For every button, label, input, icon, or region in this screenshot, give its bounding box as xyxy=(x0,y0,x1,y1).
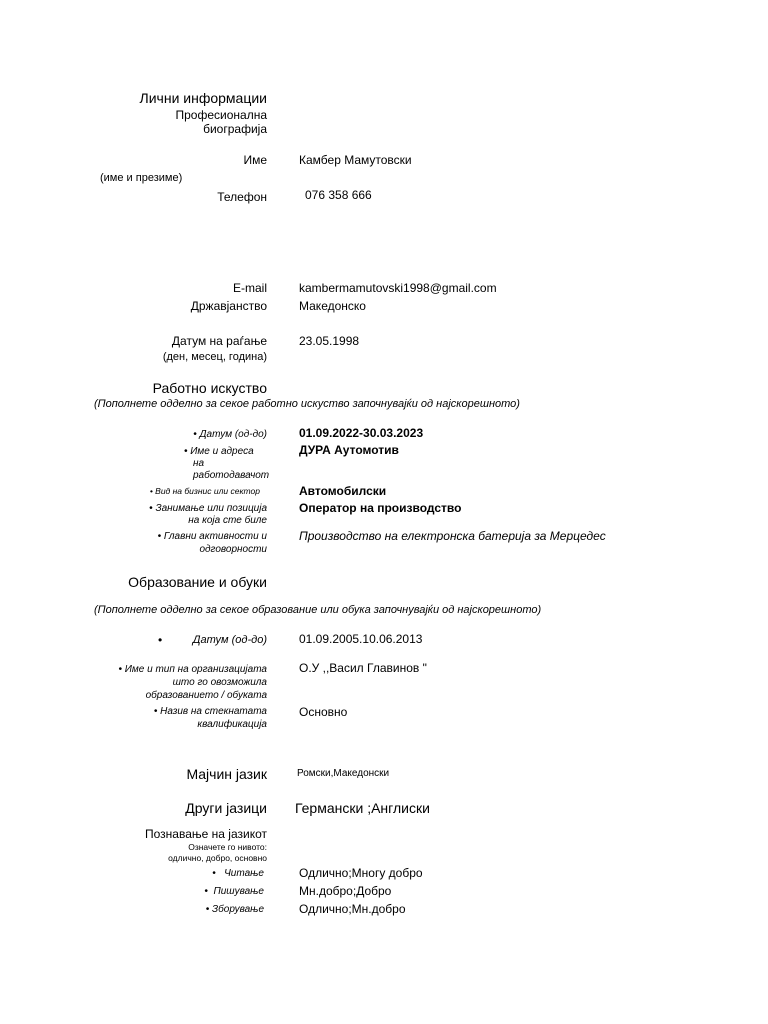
language-knowledge-label: Познавање на јазикот xyxy=(145,827,267,841)
education-note: (Пополнете одделно за секое образование или обука започнувајќи од најскорешното) xyxy=(94,604,542,616)
education-date-label: Датум (од-до) xyxy=(192,634,267,646)
bullet-icon: • xyxy=(204,886,214,897)
dob-hint: (ден, месец, година) xyxy=(162,351,267,363)
work-note: (Пополнете одделно за секое работно искуство започнувајќи од најскорешното) xyxy=(94,398,520,410)
citizenship-label: Државјанство xyxy=(190,299,267,313)
sector-value: Автомобилски xyxy=(299,484,387,498)
speaking-label: • Зборување xyxy=(205,904,264,915)
employer-label-line1: • Име и адреса xyxy=(184,446,254,457)
bullet-icon: • xyxy=(153,706,161,717)
dob-value: 23.05.1998 xyxy=(299,334,360,348)
work-date-value: 01.09.2022-30.03.2023 xyxy=(299,426,424,440)
bullet-icon: • xyxy=(149,503,156,514)
bullet-icon: • xyxy=(184,446,191,457)
org-label-line1: • Име и тип на организацијата xyxy=(118,664,267,675)
employer-label-line2: на xyxy=(193,458,205,469)
cv-subtitle-line1: Професионална xyxy=(175,108,267,122)
language-knowledge-hint-2: одлично, добро, основно xyxy=(168,853,267,863)
personal-section-title: Лични информации xyxy=(139,90,267,106)
mother-tongue-value: Ромски,Македонски xyxy=(297,768,390,779)
duties-value: Производство на електронска батерија за Мерцедес xyxy=(299,529,606,543)
sector-label: • Вид на бизнис или сектор xyxy=(149,486,260,496)
education-section-title: Образование и обуки xyxy=(128,574,267,590)
writing-value: Мн.добро;Добро xyxy=(299,884,392,898)
employer-label-line3: работодавачот xyxy=(193,470,270,481)
speaking-value: Одлично;Мн.добро xyxy=(299,902,406,916)
duties-label-line1: • Главни активности и xyxy=(157,531,267,542)
dob-label: Датум на раѓање xyxy=(171,334,267,348)
position-value: Оператор на производство xyxy=(299,501,462,515)
other-languages-value: Германски ;Англиски xyxy=(295,800,430,816)
org-label-line2: што го овозможила xyxy=(172,677,267,688)
reading-value: Одлично;Многу добро xyxy=(299,866,423,880)
bullet-icon: • xyxy=(212,868,225,879)
duties-label-line2: одговорности xyxy=(199,544,267,555)
qualification-label-line2: квалификација xyxy=(197,719,267,730)
name-label: Име xyxy=(243,153,267,167)
email-label: E-mail xyxy=(232,281,267,295)
bullet-icon: • xyxy=(157,531,164,542)
employer-value: ДУРА Аутомотив xyxy=(299,443,399,457)
other-languages-label: Други јазици xyxy=(185,800,267,816)
citizenship-value: Македонско xyxy=(299,299,366,313)
bullet-icon: • xyxy=(118,664,125,675)
writing-label: • Пишување xyxy=(204,886,264,897)
bullet-icon: • xyxy=(158,633,163,647)
mother-tongue-label: Мајчин јазик xyxy=(186,766,267,782)
work-section-title: Работно искуство xyxy=(152,380,267,396)
cv-subtitle-line2: биографија xyxy=(203,122,267,136)
education-date-value: 01.09.2005.10.06.2013 xyxy=(299,632,423,646)
qualification-value: Основно xyxy=(299,705,348,719)
org-label-line3: образованието / обуката xyxy=(145,690,267,701)
language-knowledge-hint-1: Означете го нивото: xyxy=(188,842,267,852)
position-label-line2: на која сте биле xyxy=(188,515,267,526)
org-value: О.У ,,Васил Главинов " xyxy=(299,661,427,675)
name-hint: (име и презиме) xyxy=(100,172,183,184)
reading-label: • Читање xyxy=(212,868,264,879)
email-value: kambermamutovski1998@gmail.com xyxy=(299,281,497,295)
bullet-icon: • xyxy=(205,904,213,915)
qualification-label-line1: • Назив на стекнатата xyxy=(153,706,267,717)
phone-value: 076 358 666 xyxy=(305,188,372,202)
position-label-line1: • Занимање или позиција xyxy=(149,503,267,514)
name-value: Камбер Мамутовски xyxy=(299,153,412,167)
phone-label: Телефон xyxy=(217,190,267,204)
work-date-label: • Датум (од-до) xyxy=(193,429,267,440)
bullet-icon: • xyxy=(149,486,156,496)
bullet-icon: • xyxy=(193,429,200,440)
